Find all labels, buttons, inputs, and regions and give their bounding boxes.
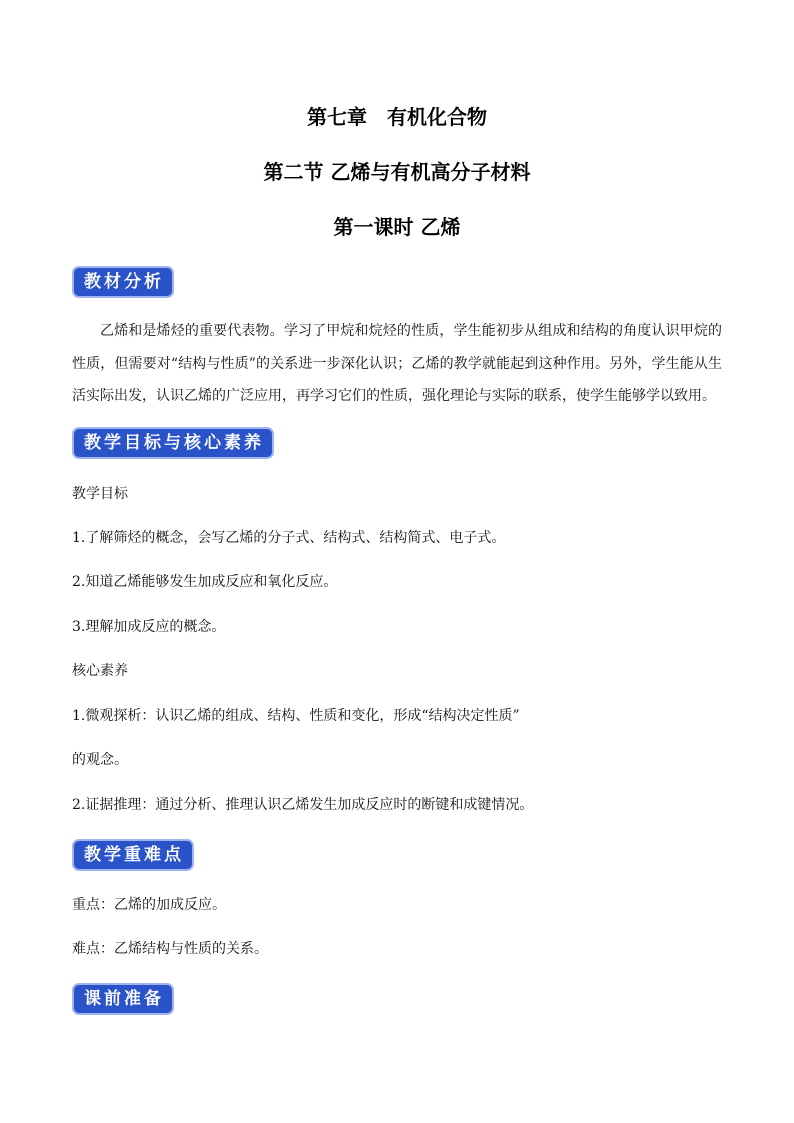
goals-label: 教学目标 (72, 486, 128, 502)
literacy-item-2: 2.证据推理：通过分析、推理认识乙烯发生加成反应时的断键和成键情况。 (72, 797, 534, 813)
key-point-text: 重点：乙烯的加成反应。 (72, 897, 226, 913)
literacy-item-1: 1.微观探析：认识乙烯的组成、结构、性质和变化，形成“结构决定性质” (72, 708, 520, 724)
lesson-title: 第一课时 乙烯 (333, 215, 461, 239)
literacy-label: 核心素养 (72, 663, 128, 679)
difficult-point-text: 难点：乙烯结构与性质的关系。 (72, 941, 268, 957)
goal-item-1: 1.了解筛烃的概念，会写乙烯的分子式、结构式、结构简式、电子式。 (72, 530, 506, 546)
chapter-title: 第七章 有机化合物 (307, 105, 487, 129)
key-points-heading-badge: 教学重难点 (74, 841, 192, 869)
analysis-heading-badge: 教材分析 (74, 268, 172, 296)
preparation-heading-badge: 课前准备 (74, 985, 172, 1013)
goal-item-3: 3.理解加成反应的概念。 (72, 619, 226, 635)
analysis-paragraph: 乙烯和是烯烃的重要代表物。学习了甲烷和烷烃的性质，学生能初步从组成和结构的角度认识甲烷的性质，但需要对“结构与性质”的关系进一步深化认识；乙烯的教学就能起到这种作用。另外，学生能从生活实际出发，认识乙烯的广泛应用，再学习它们的性质，强化理论与实际的联系，使学生能够学以致用。 (72, 323, 722, 404)
goal-item-2: 2.知道乙烯能够发生加成反应和氧化反应。 (72, 574, 338, 590)
section-title: 第二节 乙烯与有机高分子材料 (263, 160, 531, 184)
literacy-item-1-continued: 的观念。 (72, 752, 128, 768)
goals-heading-badge: 教学目标与核心素养 (74, 429, 272, 457)
